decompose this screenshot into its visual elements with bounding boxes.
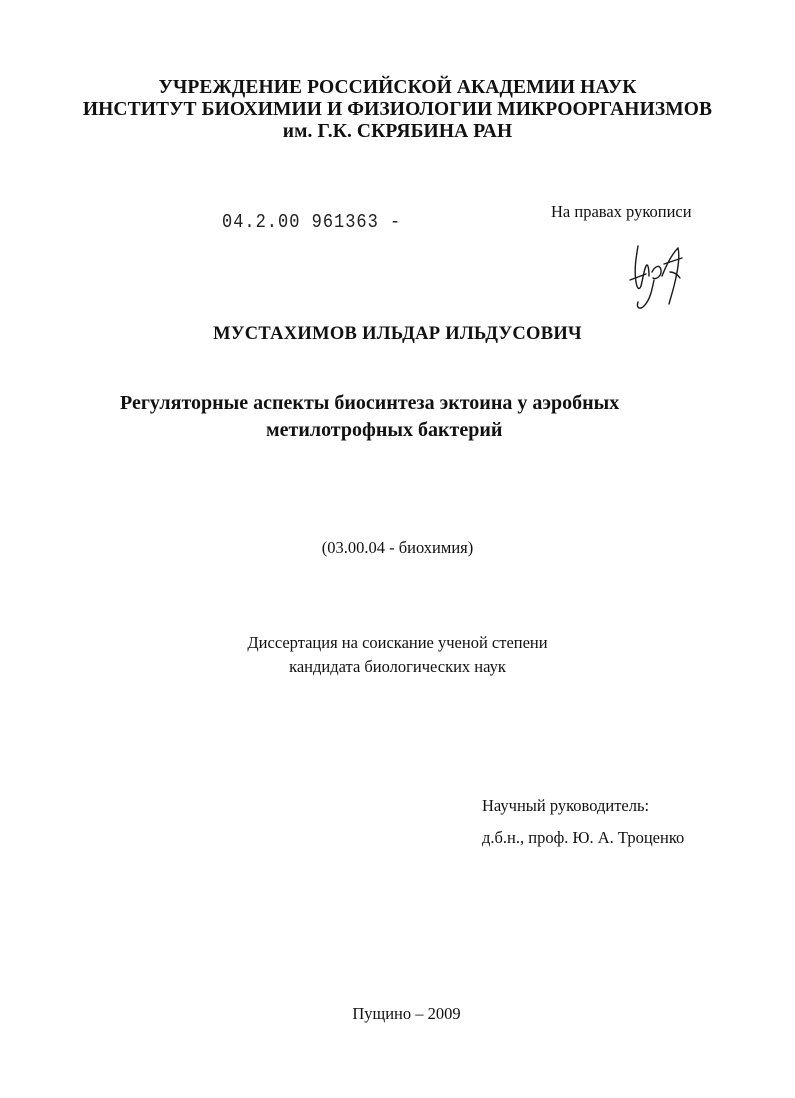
place-and-year: Пущино – 2009 <box>352 1004 461 1023</box>
degree-statement <box>0 631 795 679</box>
dissertation-title <box>0 390 795 444</box>
institution-line-3: им. Г.К. СКРЯБИНА РАН <box>282 121 513 142</box>
title-line-1: Регуляторные аспекты биосинтеза эктоина у аэробных <box>120 392 620 414</box>
rights-note: На правах рукописи <box>551 202 692 221</box>
institution-line-2: ИНСТИТУТ БИОХИМИИ И ФИЗИОЛОГИИ МИКРООРГАНИЗМОВ <box>82 99 713 120</box>
specialty-code: (03.00.04 - биохимия) <box>321 538 474 557</box>
author-name: МУСТАХИМОВ ИЛЬДАР ИЛЬДУСОВИЧ <box>213 324 582 344</box>
degree-line-1: Диссертация на соискание ученой степени <box>247 633 548 652</box>
registration-code: 04.2.00 961363 - <box>222 212 402 234</box>
supervisor-name: д.б.н., проф. Ю. А. Троценко <box>482 828 685 847</box>
title-line-2: метилотрофных бактерий <box>266 419 503 441</box>
supervisor-block <box>482 796 684 848</box>
institution-header <box>0 77 795 143</box>
signature-icon <box>622 236 692 312</box>
institution-line-1: УЧРЕЖДЕНИЕ РОССИЙСКОЙ АКАДЕМИИ НАУК <box>158 77 637 98</box>
supervisor-label: Научный руководитель: <box>482 796 650 815</box>
degree-line-2: кандидата биологических наук <box>289 657 506 676</box>
